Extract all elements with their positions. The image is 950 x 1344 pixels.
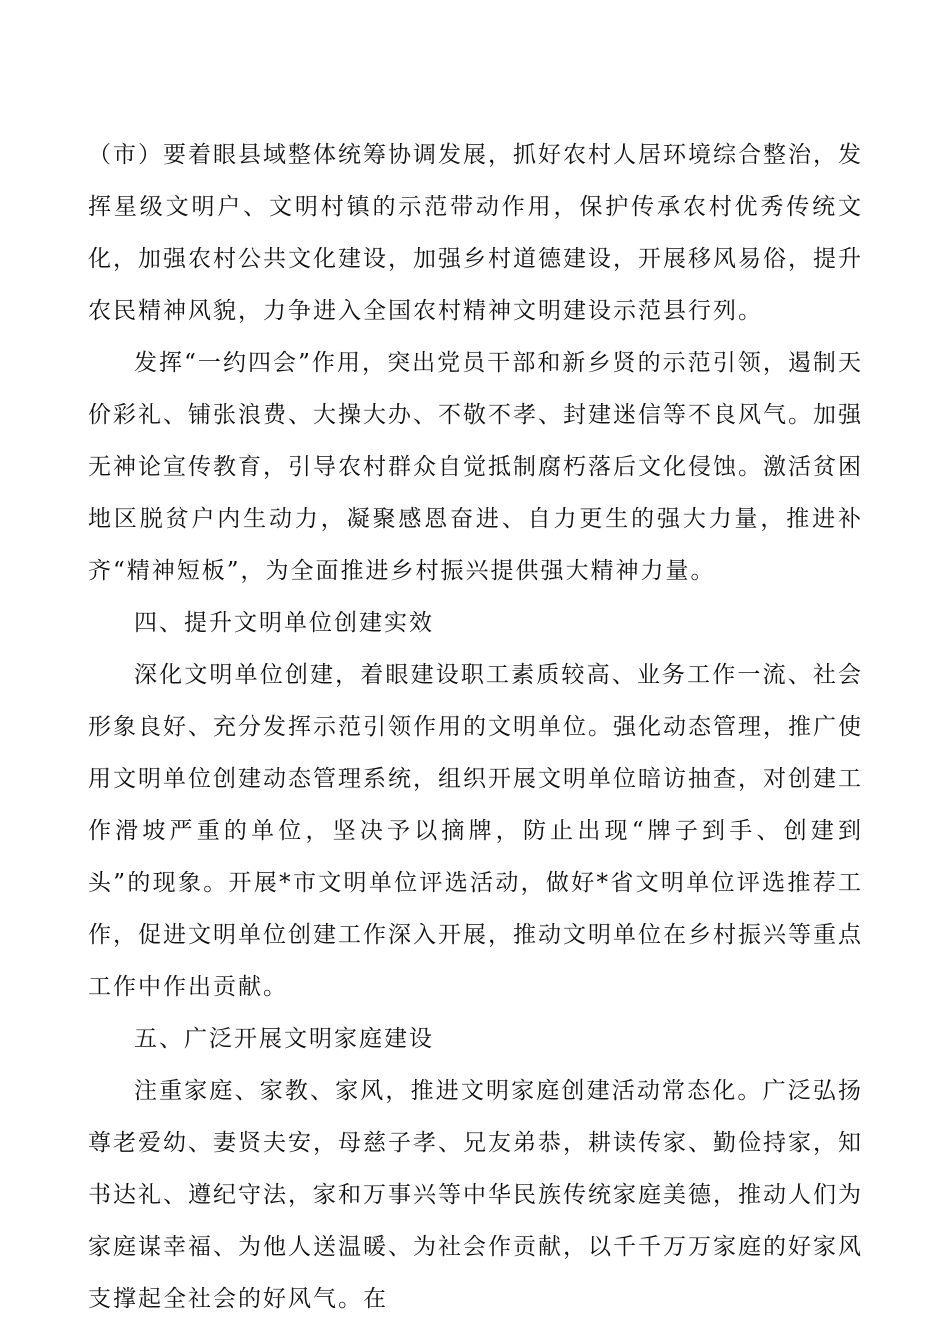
section-heading-5: 五、广泛开展文明家庭建设 (134, 1026, 434, 1052)
paragraph-civilized-families: 注重家庭、家教、家风，推进文明家庭创建活动常态化。广泛弘扬尊老爱幼、妻贤夫安，母慈子孝、兄友弟恭，耕读传家、勤俭持家，知书达礼、遵纪守法，家和万事兴等中华民族传统家庭美德，推动人们为家庭谋幸福、为他人送温暖、为社会作贡献，以千千万万家庭的好家风支撑起全社会的好风气。在 (88, 1078, 863, 1312)
paragraph-continuation: （市）要着眼县域整体统筹协调发展，抓好农村人居环境综合整治，发挥星级文明户、文明村镇的示范带动作用，保护传承农村优秀传统文化，加强农村公共文化建设，加强乡村道德建设，开展移风易俗，提升农民精神风貌，力争进入全国农村精神文明建设示范县行列。 (88, 142, 863, 324)
paragraph-civilized-units: 深化文明单位创建，着眼建设职工素质较高、业务工作一流、社会形象良好、充分发挥示范引领作用的文明单位。强化动态管理，推广使用文明单位创建动态管理系统，组织开展文明单位暗访抽查，对创建工作滑坡严重的单位，坚决予以摘牌，防止出现“牌子到手、创建到头”的现象。开展*市文明单位评选活动，做好*省文明单位评选推荐工作，促进文明单位创建工作深入开展，推动文明单位在乡村振兴等重点工作中作出贡献。 (88, 662, 863, 1000)
paragraph-yiyue-sihui: 发挥“一约四会”作用，突出党员干部和新乡贤的示范引领，遏制天价彩礼、铺张浪费、大操大办、不敬不孝、封建迷信等不良风气。加强无神论宣传教育，引导农村群众自觉抵制腐朽落后文化侵蚀。激活贫困地区脱贫户内生动力，凝聚感恩奋进、自力更生的强大力量，推进补齐“精神短板”，为全面推进乡村振兴提供强大精神力量。 (88, 350, 863, 584)
document-body (88, 129, 863, 1325)
section-heading-4: 四、提升文明单位创建实效 (134, 610, 434, 636)
